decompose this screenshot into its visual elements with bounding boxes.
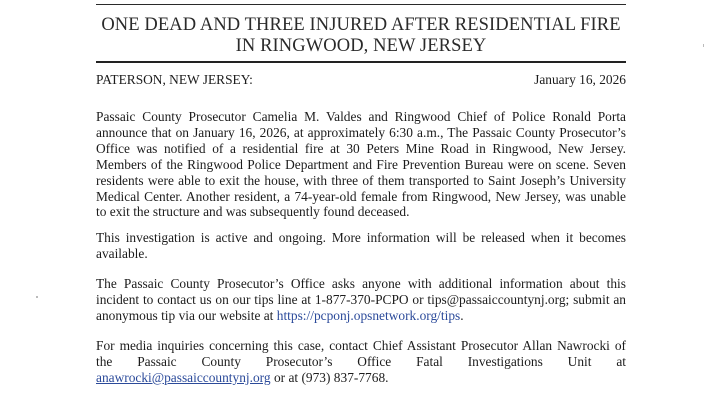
release-date: January 16, 2026	[534, 72, 626, 87]
paragraph-media	[96, 338, 626, 386]
media-line-2: the Passaic County Prosecutor’s Office Fatal Investigations Unit at	[96, 353, 626, 369]
headline-rule	[96, 61, 626, 63]
press-release-headline	[96, 15, 626, 57]
scan-speck	[703, 44, 704, 47]
media-phone-text: or at (973) 837-7768.	[270, 369, 389, 385]
headline-line-2: IN RINGWOOD, NEW JERSEY	[235, 36, 487, 56]
paragraph-investigation: This investigation is active and ongoing. More information will be released when it becomes available.	[96, 230, 626, 261]
media-email-link[interactable]: anawrocki@passaiccountynj.org	[96, 369, 271, 385]
media-line-3	[96, 370, 388, 385]
paragraph-incident: Passaic County Prosecutor Camelia M. Valdes and Ringwood Chief of Police Ronald Porta announce that on January 16, 2026, at approximately 6:30 a.m., The Passaic County Prosecutor’s Office was notified of a residential fire at 30 Peters Mine Road in Ringwood, New Jersey. Members of the Ringwood Police Department and Fire Prevention Bureau were on scene. Seven residents were able to exit the house, with three of them transported to Saint Joseph’s University Medical Center. Another resident, a 74-year-old female from Ringwood, New Jersey, was unable to exit the structure and was subsequently found deceased.	[96, 109, 626, 220]
media-line-1: For media inquiries concerning this case, contact Chief Assistant Prosecutor Allan Nawrocki of	[96, 338, 626, 353]
top-rule	[96, 4, 626, 5]
headline-line-1: ONE DEAD AND THREE INJURED AFTER RESIDENTIAL FIRE	[101, 15, 621, 35]
tips-end: .	[460, 307, 464, 323]
tips-website-link[interactable]: https://pcponj.opsnetwork.org/tips	[276, 307, 461, 323]
scan-speck	[36, 296, 38, 298]
dateline-city: PATERSON, NEW JERSEY:	[96, 72, 253, 87]
tips-text: The Passaic County Prosecutor’s Office asks anyone with additional information about this incident to contact us on our tips line at 1-877-370-PCPO or tips@passaiccountynj.org; submit an anonymous tip via our website at	[96, 276, 626, 323]
paragraph-tips	[96, 276, 626, 324]
